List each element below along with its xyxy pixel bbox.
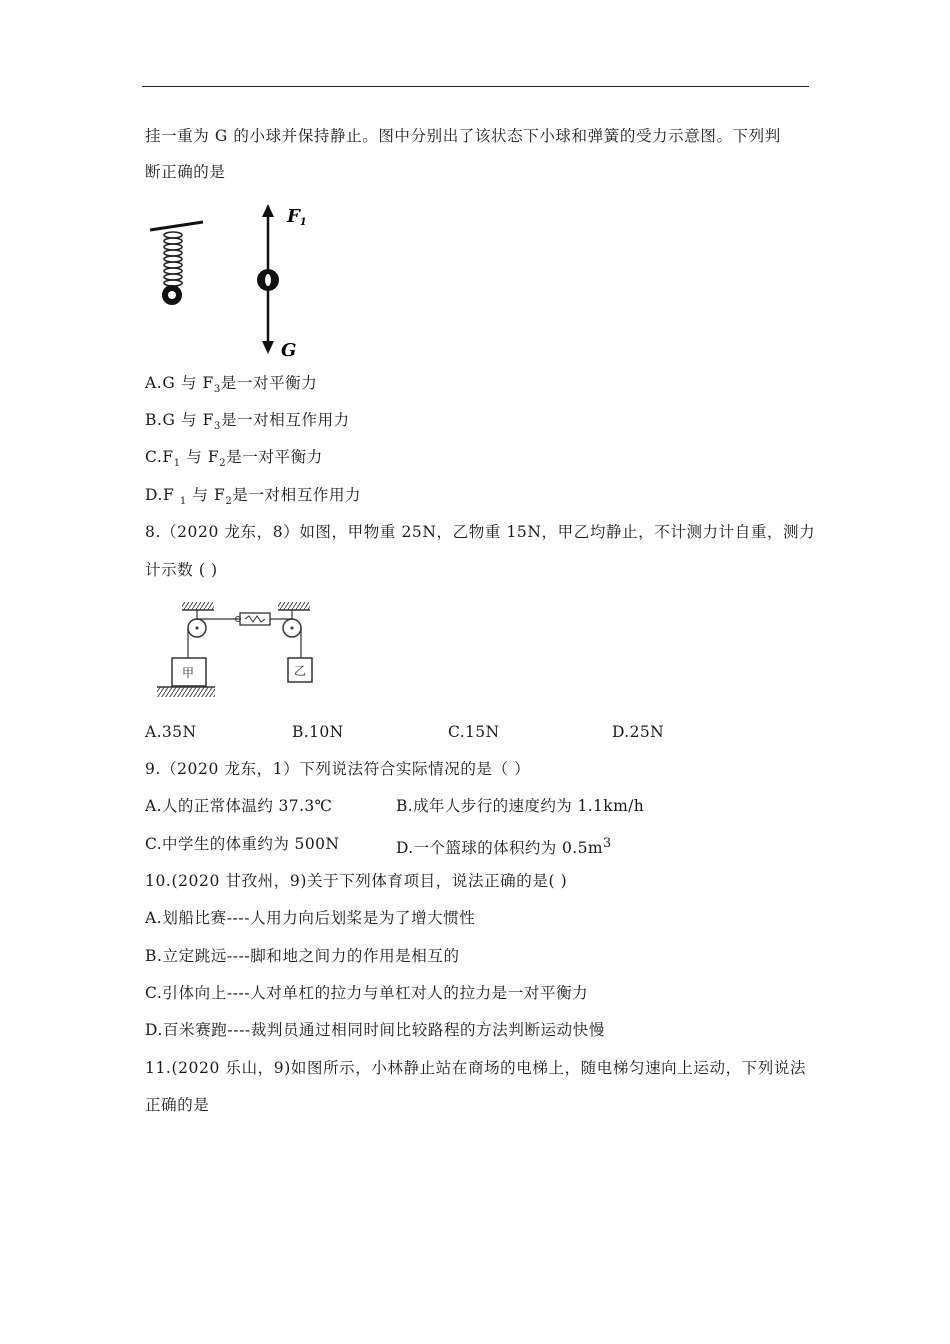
label-jia: 甲 [182,666,195,680]
q7-option-a[interactable]: A.G 与 $F_3$是一对平衡力 [145,374,318,396]
q7-stem-line2: 断正确的是 [145,163,226,181]
q9-option-a[interactable]: A.人的正常体温约 37.3℃ [145,797,333,815]
q11-stem-line1: 11.(2020 乐山，9)如图所示，小林静止站在商场的电梯上，随电梯匀速向上运动，下列说法 [145,1059,807,1077]
label-f1: F1 [287,206,307,228]
label-yi: 乙 [294,664,307,678]
q7-option-d[interactable]: D.F $_1$ 与 $F_2$是一对相互作用力 [145,486,362,508]
q7-stem-line1: 挂一重为 G 的小球并保持静止。图中分别出了该状态下小球和弹簧的受力示意图。下列判 [145,127,781,145]
header-rule [142,86,809,87]
label-g: G [281,340,297,361]
q10-option-b[interactable]: B.立定跳远----脚和地之间力的作用是相互的 [145,947,460,965]
spring-figure [150,222,203,305]
q7-option-c[interactable]: $C.F_1$ 与 $F_2$是一对平衡力 [145,448,323,470]
q11-stem-line2: 正确的是 [145,1096,210,1114]
q10-stem: 10.(2020 甘孜州，9)关于下列体育项目，说法正确的是( ) [145,872,568,890]
q8-stem-line1: 8.（2020 龙东，8）如图，甲物重 25N，乙物重 15N，甲乙均静止，不计测力计自重，测力 [145,523,816,541]
q9-stem: 9.（2020 龙东，1）下列说法符合实际情况的是（ ） [145,760,531,778]
q8-stem-line2: 计示数 ( ) [145,561,218,579]
q10-option-c[interactable]: C.引体向上----人对单杠的拉力与单杠对人的拉力是一对平衡力 [145,984,589,1002]
q7-figure [145,198,315,363]
q8-option-c[interactable]: C.15N [448,723,500,741]
q8-option-a[interactable]: A.35N [145,723,197,741]
q8-figure [145,596,320,702]
q10-option-a[interactable]: A.划船比赛----人用力向后划桨是为了增大惯性 [145,909,476,927]
force-diagram [257,204,279,354]
q7-option-b[interactable]: B.G 与 $F_3$是一对相互作用力 [145,411,350,433]
q8-option-d[interactable]: D.25N [612,723,665,741]
q9-option-d[interactable]: D.一个篮球的体积约为 $0.5m^3$ [396,836,612,858]
q10-option-d[interactable]: D.百米赛跑----裁判员通过相同时间比较路程的方法判断运动快慢 [145,1021,605,1039]
q9-option-b[interactable]: B.成年人步行的速度约为 1.1km/h [396,797,645,815]
q8-option-b[interactable]: B.10N [292,723,344,741]
q9-option-c[interactable]: C.中学生的体重约为 500N [145,835,340,853]
